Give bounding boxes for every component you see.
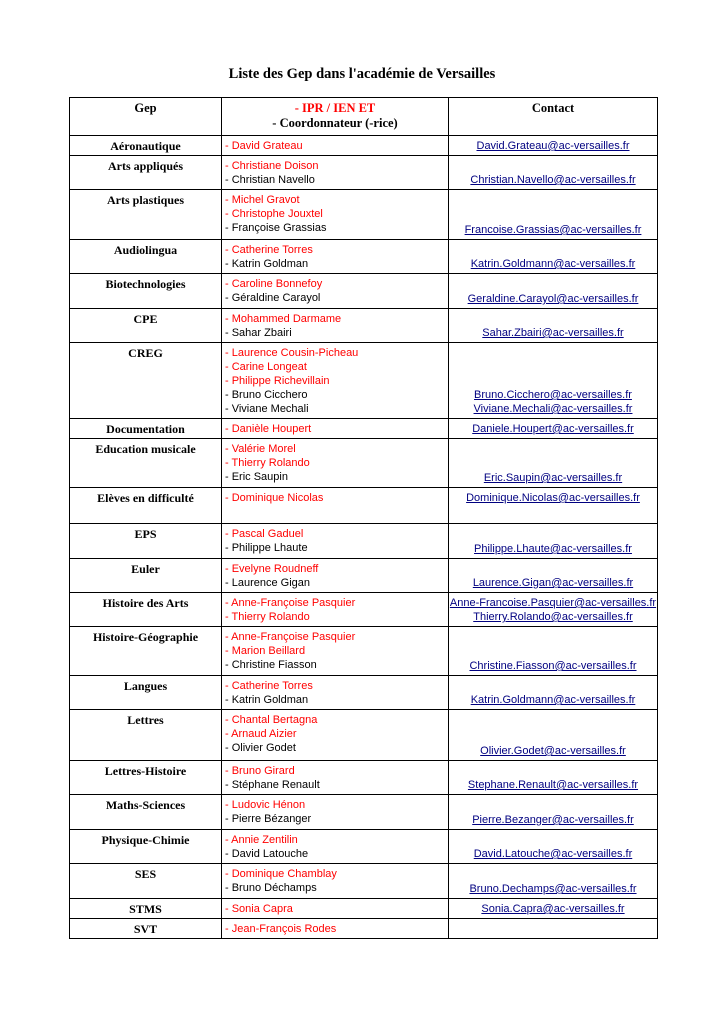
gep-members xyxy=(222,795,449,830)
contact-cell xyxy=(449,419,658,439)
ipr-name: - Valérie Morel xyxy=(225,443,296,455)
email-link[interactable]: Katrin.Goldmann@ac-versailles.fr xyxy=(470,258,636,270)
email-link[interactable]: Bruno.Cicchero@ac-versailles.fr xyxy=(474,389,632,401)
coordinator-name: - Viviane Mechali xyxy=(225,403,309,415)
email-link[interactable]: Christian.Navello@ac-versailles.fr xyxy=(470,174,636,186)
ipr-name: - Marion Beillard xyxy=(225,645,306,657)
gep-members xyxy=(222,439,449,488)
contact-cell xyxy=(449,156,658,190)
ipr-name: - Annie Zentilin xyxy=(225,834,298,846)
contact-cell xyxy=(449,919,658,939)
ipr-name: - Arnaud Aizier xyxy=(225,728,297,740)
gep-name: Audiolingua xyxy=(70,240,222,274)
table-row xyxy=(70,710,658,761)
coordinator-name: - Katrin Goldman xyxy=(225,258,309,270)
email-link[interactable]: Francoise.Grassias@ac-versailles.fr xyxy=(464,224,642,236)
gep-members xyxy=(222,136,449,156)
email-link[interactable]: Eric.Saupin@ac-versailles.fr xyxy=(483,472,623,484)
coordinator-name: - Pierre Bézanger xyxy=(225,813,312,825)
gep-members xyxy=(222,710,449,761)
header-ipr: - IPR / IEN ET xyxy=(294,101,376,115)
table-row xyxy=(70,136,658,156)
gep-members xyxy=(222,899,449,919)
ipr-name: - Michel Gravot xyxy=(225,194,300,206)
ipr-name: - Christophe Jouxtel xyxy=(225,208,323,220)
gep-members xyxy=(222,627,449,676)
contact-cell xyxy=(449,795,658,830)
gep-name: Aéronautique xyxy=(70,136,222,156)
ipr-name: - Ludovic Hénon xyxy=(225,799,306,811)
gep-members xyxy=(222,830,449,864)
ipr-name: - David Grateau xyxy=(225,140,303,152)
ipr-name: - Danièle Houpert xyxy=(225,423,312,435)
table-row xyxy=(70,240,658,274)
gep-members xyxy=(222,190,449,240)
table-row xyxy=(70,864,658,899)
ipr-name: - Caroline Bonnefoy xyxy=(225,278,323,290)
email-link[interactable]: Christine.Fiasson@ac-versailles.fr xyxy=(469,660,637,672)
ipr-name: - Pascal Gaduel xyxy=(225,528,304,540)
contact-cell xyxy=(449,309,658,343)
contact-cell xyxy=(449,274,658,309)
table-row xyxy=(70,899,658,919)
coordinator-name: - Christine Fiasson xyxy=(225,659,317,671)
gep-name: STMS xyxy=(70,899,222,919)
contact-cell xyxy=(449,240,658,274)
email-link[interactable]: David.Latouche@ac-versailles.fr xyxy=(473,848,633,860)
table-row xyxy=(70,559,658,593)
coordinator-name: - Eric Saupin xyxy=(225,471,288,483)
table-row xyxy=(70,439,658,488)
gep-members xyxy=(222,343,449,419)
gep-members xyxy=(222,274,449,309)
contact-cell xyxy=(449,593,658,627)
contact-cell xyxy=(449,190,658,240)
email-link[interactable]: Anne-Francoise.Pasquier@ac-versailles.fr xyxy=(449,597,657,609)
table-row xyxy=(70,593,658,627)
gep-table xyxy=(69,97,658,939)
gep-name: Education musicale xyxy=(70,439,222,488)
gep-name: Elèves en difficulté xyxy=(70,488,222,524)
email-link[interactable]: Stephane.Renault@ac-versailles.fr xyxy=(467,779,639,791)
ipr-name: - Catherine Torres xyxy=(225,244,313,256)
coordinator-name: - Sahar Zbairi xyxy=(225,327,292,339)
table-row xyxy=(70,156,658,190)
ipr-name: - Evelyne Roudneff xyxy=(225,563,319,575)
ipr-name: - Philippe Richevillain xyxy=(225,375,330,387)
header-ipr-coord xyxy=(222,98,449,136)
ipr-name: - Laurence Cousin-Picheau xyxy=(225,347,359,359)
contact-cell xyxy=(449,439,658,488)
ipr-name: - Anne-Françoise Pasquier xyxy=(225,597,356,609)
table-row xyxy=(70,919,658,939)
gep-name: CPE xyxy=(70,309,222,343)
coordinator-name: - Bruno Cicchero xyxy=(225,389,308,401)
gep-members xyxy=(222,593,449,627)
contact-cell xyxy=(449,627,658,676)
ipr-name: - Thierry Rolando xyxy=(225,611,310,623)
contact-cell xyxy=(449,899,658,919)
coordinator-name: - Françoise Grassias xyxy=(225,222,327,234)
email-link[interactable]: Katrin.Goldmann@ac-versailles.fr xyxy=(470,694,636,706)
gep-members xyxy=(222,309,449,343)
ipr-name: - Catherine Torres xyxy=(225,680,313,692)
ipr-name: - Bruno Girard xyxy=(225,765,295,777)
contact-cell xyxy=(449,524,658,559)
contact-cell xyxy=(449,343,658,419)
header-contact: Contact xyxy=(449,98,658,136)
coordinator-name: - Géraldine Carayol xyxy=(225,292,321,304)
coordinator-name: - David Latouche xyxy=(225,848,309,860)
gep-name: SES xyxy=(70,864,222,899)
gep-members xyxy=(222,488,449,524)
gep-name: SVT xyxy=(70,919,222,939)
gep-members xyxy=(222,419,449,439)
email-link[interactable]: Olivier.Godet@ac-versailles.fr xyxy=(480,745,626,757)
gep-name: Biotechnologies xyxy=(70,274,222,309)
email-link[interactable]: Sonia.Capra@ac-versailles.fr xyxy=(481,903,625,915)
ipr-name: - Mohammed Darmame xyxy=(225,313,342,325)
coordinator-name: - Olivier Godet xyxy=(225,742,296,754)
email-link[interactable]: Laurence.Gigan@ac-versailles.fr xyxy=(472,577,634,589)
table-row xyxy=(70,488,658,524)
ipr-name: - Dominique Chamblay xyxy=(225,868,337,880)
ipr-name: - Jean-François Rodes xyxy=(225,923,337,935)
table-row xyxy=(70,274,658,309)
coordinator-name: - Stéphane Renault xyxy=(225,779,320,791)
ipr-name: - Chantal Bertagna xyxy=(225,714,318,726)
gep-name: Physique-Chimie xyxy=(70,830,222,864)
contact-cell xyxy=(449,761,658,795)
gep-name: Lettres-Histoire xyxy=(70,761,222,795)
gep-members xyxy=(222,240,449,274)
table-row xyxy=(70,343,658,419)
ipr-name: - Dominique Nicolas xyxy=(225,492,324,504)
email-link[interactable]: Viviane.Mechali@ac-versailles.fr xyxy=(473,403,633,415)
gep-name: Langues xyxy=(70,676,222,710)
gep-name: Maths-Sciences xyxy=(70,795,222,830)
gep-members xyxy=(222,559,449,593)
ipr-name: - Anne-Françoise Pasquier xyxy=(225,631,356,643)
table-row xyxy=(70,761,658,795)
page-title: Liste des Gep dans l'académie de Versailles xyxy=(228,66,496,82)
email-link[interactable]: David.Grateau@ac-versailles.fr xyxy=(476,140,630,152)
email-link[interactable]: Sahar.Zbairi@ac-versailles.fr xyxy=(482,327,624,339)
table-header-row xyxy=(70,98,658,136)
table-row xyxy=(70,309,658,343)
contact-cell xyxy=(449,864,658,899)
email-link[interactable]: Pierre.Bezanger@ac-versailles.fr xyxy=(472,814,634,826)
gep-members xyxy=(222,524,449,559)
gep-name: Arts appliqués xyxy=(70,156,222,190)
gep-name: Arts plastiques xyxy=(70,190,222,240)
email-link[interactable]: Dominique.Nicolas@ac-versailles.fr xyxy=(466,492,640,504)
contact-cell xyxy=(449,488,658,524)
contact-cell xyxy=(449,710,658,761)
email-link[interactable]: Philippe.Lhaute@ac-versailles.fr xyxy=(474,543,632,555)
contact-cell xyxy=(449,559,658,593)
gep-name: Histoire des Arts xyxy=(70,593,222,627)
contact-cell xyxy=(449,136,658,156)
ipr-name: - Christiane Doison xyxy=(225,160,319,172)
gep-members xyxy=(222,761,449,795)
coordinator-name: - Philippe Lhaute xyxy=(225,542,308,554)
table-row xyxy=(70,190,658,240)
table-row xyxy=(70,627,658,676)
coordinator-name: - Christian Navello xyxy=(225,174,315,186)
gep-members xyxy=(222,676,449,710)
email-link[interactable]: Bruno.Dechamps@ac-versailles.fr xyxy=(469,883,637,895)
table-row xyxy=(70,795,658,830)
gep-name: Histoire-Géographie xyxy=(70,627,222,676)
coordinator-name: - Katrin Goldman xyxy=(225,694,309,706)
coordinator-name: - Bruno Déchamps xyxy=(225,882,317,894)
header-gep: Gep xyxy=(70,98,222,136)
ipr-name: - Carine Longeat xyxy=(225,361,307,373)
gep-name: EPS xyxy=(70,524,222,559)
ipr-name: - Thierry Rolando xyxy=(225,457,310,469)
gep-members xyxy=(222,864,449,899)
table-row xyxy=(70,419,658,439)
coordinator-name: - Laurence Gigan xyxy=(225,577,310,589)
gep-members xyxy=(222,156,449,190)
table-row xyxy=(70,524,658,559)
header-coord: - Coordonnateur (-rice) xyxy=(272,116,398,130)
contact-cell xyxy=(449,830,658,864)
ipr-name: - Sonia Capra xyxy=(225,903,293,915)
contact-cell xyxy=(449,676,658,710)
gep-members xyxy=(222,919,449,939)
email-link[interactable]: Daniele.Houpert@ac-versailles.fr xyxy=(472,423,634,435)
table-row xyxy=(70,676,658,710)
table-row xyxy=(70,830,658,864)
gep-name: Lettres xyxy=(70,710,222,761)
email-link[interactable]: Thierry.Rolando@ac-versailles.fr xyxy=(473,611,633,623)
gep-name: Euler xyxy=(70,559,222,593)
email-link[interactable]: Geraldine.Carayol@ac-versailles.fr xyxy=(467,293,639,305)
gep-name: CREG xyxy=(70,343,222,419)
gep-name: Documentation xyxy=(70,419,222,439)
table-body xyxy=(70,136,658,939)
